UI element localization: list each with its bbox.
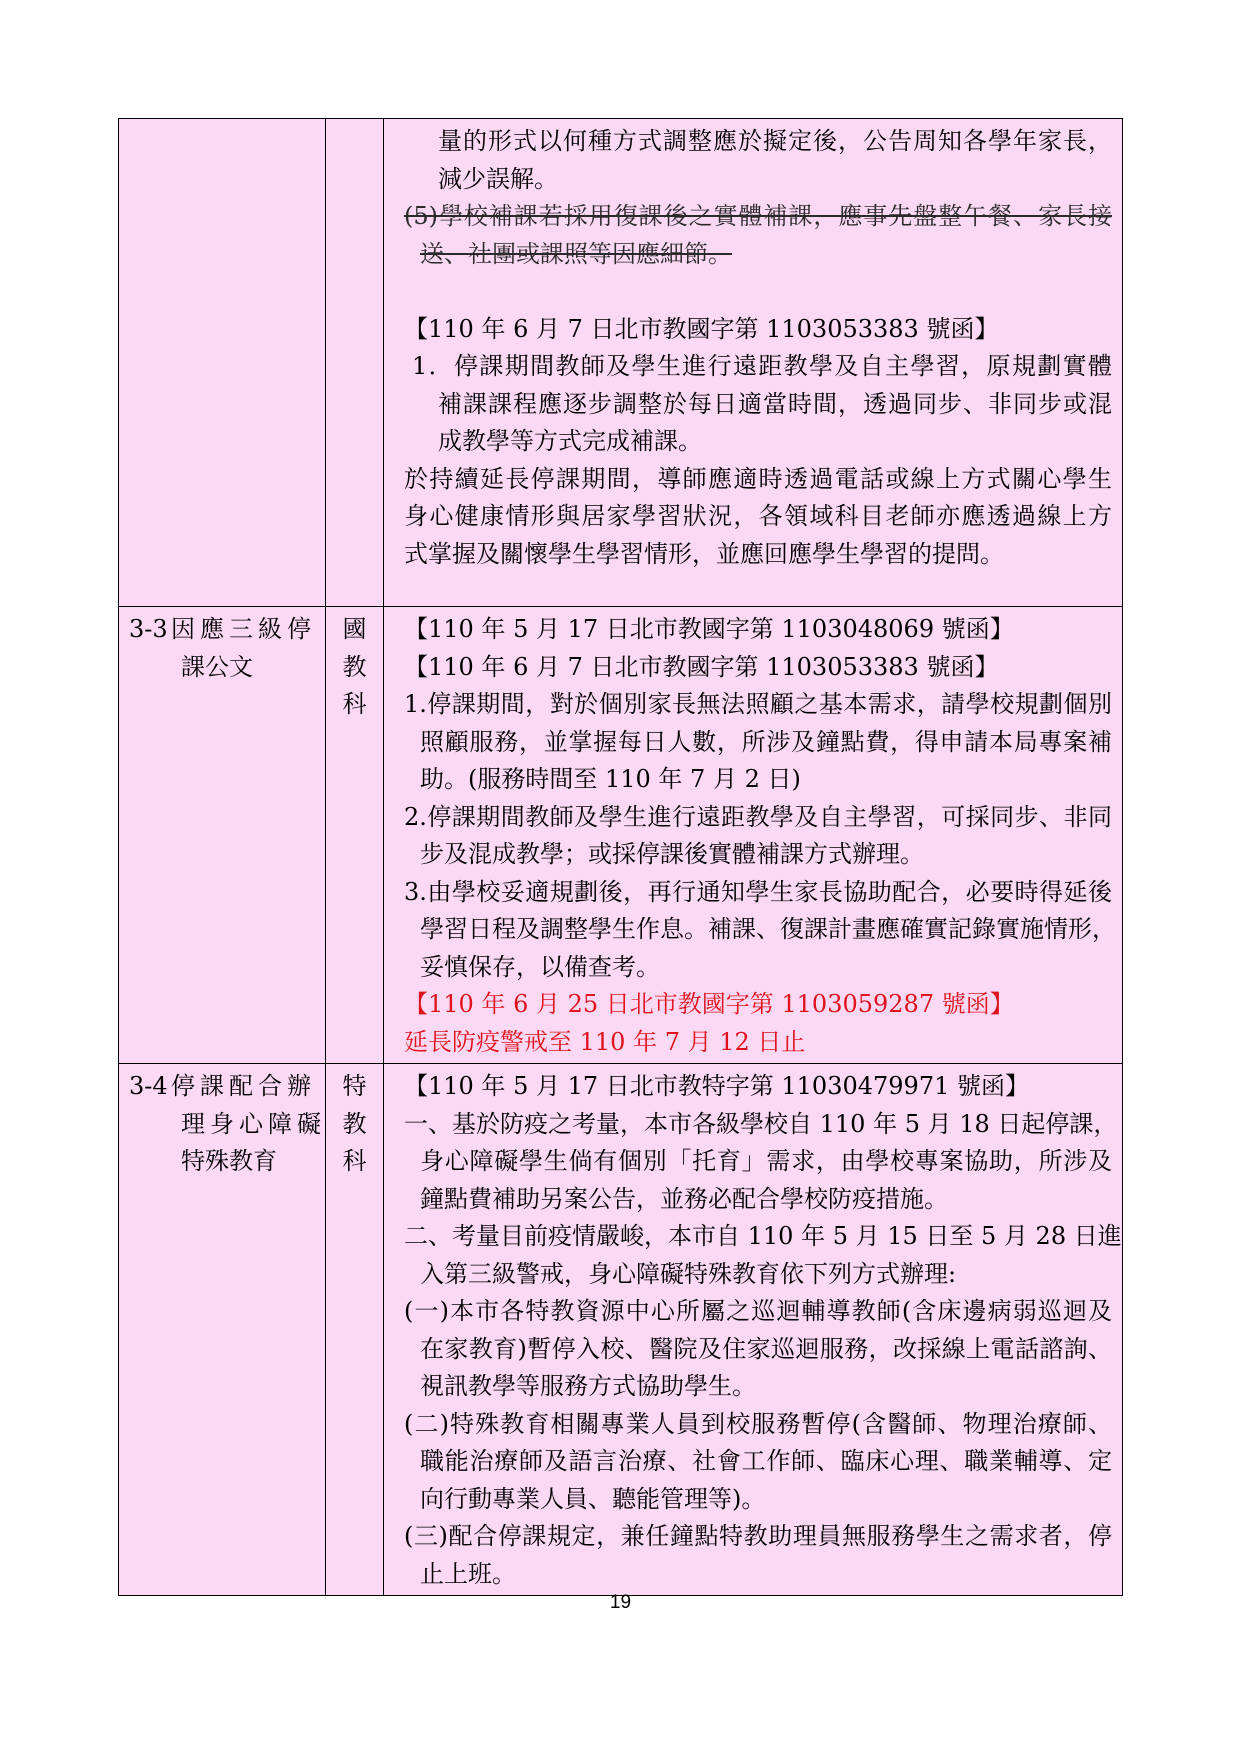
- list-item-continuation: 在家教育)暫停入校、醫院及住家巡迴服務，改採線上電話諮詢、: [420, 1334, 1112, 1363]
- list-item-continuation: 成教學等方式完成補課。: [438, 427, 702, 455]
- dept-char: 科: [342, 1147, 367, 1175]
- dept-char: 特: [342, 1072, 367, 1100]
- notice-red: 延長防疫警戒至 110 年 7 月 12 日止: [404, 1027, 806, 1056]
- item-cell: [119, 607, 326, 1064]
- list-item-continuation: 向行動專業人員、聽能管理等)。: [420, 1484, 766, 1513]
- dept-char: 教: [342, 1109, 367, 1138]
- dept-cell: [326, 607, 384, 1064]
- list-item-continuation: 職能治療師及語言治療、社會工作師、臨床心理、職業輔導、定: [420, 1447, 1112, 1475]
- list-item-continuation: 步及混成教學；或採停課後實體補課方式辦理。: [420, 840, 924, 868]
- page-number: 19: [609, 1592, 632, 1613]
- paragraph-line: 身心健康情形與居家學習狀況，各領域科目老師亦應透過線上方: [404, 502, 1112, 530]
- paragraph-line: 於持續延長停課期間，導師應適時透過電話或線上方式關心學生: [404, 464, 1112, 493]
- list-item-continuation: 學習日程及調整學生作息。補課、復課計畫應確實記錄實施情形，: [420, 915, 1116, 943]
- table-row-continuation: [119, 119, 1123, 607]
- item-title: 停課配合辦: [171, 1072, 311, 1100]
- struck-text-line: (5)學校補課若採用復課後之實體補課，應事先盤整午餐、家長接: [404, 202, 1112, 230]
- list-item: 二、考量目前疫情嚴峻，本市自 110 年 5 月 15 日至 5 月 28 日進: [404, 1222, 1122, 1250]
- list-item: (二)特殊教育相關專業人員到校服務暫停(含醫師、物理治療師、: [404, 1409, 1112, 1438]
- document-reference: 【110 年 6 月 7 日北市教國字第 1103053383 號函】: [404, 314, 999, 343]
- list-item-continuation: 止上班。: [420, 1559, 516, 1588]
- document-reference: 【110 年 5 月 17 日北市教國字第 1103048069 號函】: [404, 615, 1014, 643]
- item-number: 3-4: [129, 1072, 168, 1100]
- text-line: 量的形式以何種方式調整應於擬定後，公告周知各學年家長，: [438, 127, 1112, 155]
- item-title: 理身心障礙: [181, 1109, 321, 1138]
- list-item: 一、基於防疫之考量，本市各級學校自 110 年 5 月 18 日起停課，: [404, 1109, 1118, 1138]
- content-cell: [384, 119, 1123, 607]
- dept-char: 教: [342, 652, 367, 681]
- blank-line: [404, 273, 1112, 311]
- paragraph-line: 式掌握及關懷學生學習情形，並應回應學生學習的提問。: [404, 539, 1004, 568]
- dept-cell: [326, 119, 384, 607]
- struck-text-line: 送、社團或課照等因應細節。: [420, 239, 732, 268]
- list-item-continuation: 身心障礙學生倘有個別「托育」需求，由學校專案協助，所涉及: [420, 1147, 1112, 1175]
- text-line: 減少誤解。: [438, 164, 558, 193]
- list-item: 2.停課期間教師及學生進行遠距教學及自主學習，可採同步、非同: [404, 802, 1112, 831]
- list-item: (一)本市各特教資源中心所屬之巡迴輔導教師(含床邊病弱巡迴及: [404, 1297, 1112, 1325]
- list-item-continuation: 視訊教學等服務方式協助學生。: [420, 1372, 756, 1400]
- list-item-continuation: 妥慎保存，以備查考。: [420, 952, 660, 981]
- content-cell: [384, 607, 1123, 1064]
- item-title: 課公文: [181, 652, 253, 681]
- list-item: 1.停課期間，對於個別家長無法照顧之基本需求，請學校規劃個別: [404, 690, 1112, 718]
- list-item-continuation: 照顧服務，並掌握每日人數，所涉及鐘點費，得申請本局專案補: [420, 727, 1112, 756]
- item-cell: [119, 1064, 326, 1596]
- table-row-3-3: [119, 607, 1123, 1064]
- list-item-continuation: 入第三級警戒，身心障礙特殊教育依下列方式辦理:: [420, 1259, 957, 1288]
- list-item-continuation: 補課課程應逐步調整於每日適當時間，透過同步、非同步或混: [438, 389, 1112, 418]
- dept-cell: [326, 1064, 384, 1596]
- item-title: 特殊教育: [181, 1147, 277, 1175]
- item-cell: [119, 119, 326, 607]
- item-title: 因應三級停: [171, 615, 311, 643]
- item-number: 3-3: [129, 615, 168, 643]
- document-table: [118, 118, 1123, 1596]
- list-item: (三)配合停課規定，兼任鐘點特教助理員無服務學生之需求者，停: [404, 1522, 1112, 1550]
- list-item: 1．停課期間教師及學生進行遠距教學及自主學習，原規劃實體: [412, 352, 1112, 380]
- dept-char: 國: [342, 615, 367, 643]
- document-reference: 【110 年 5 月 17 日北市教特字第 11030479971 號函】: [404, 1072, 1029, 1100]
- content-cell: [384, 1064, 1123, 1596]
- list-item-continuation: 鐘點費補助另案公告，並務必配合學校防疫措施。: [420, 1184, 948, 1213]
- document-reference-red: 【110 年 6 月 25 日北市教國字第 1103059287 號函】: [404, 990, 1014, 1018]
- document-reference: 【110 年 6 月 7 日北市教國字第 1103053383 號函】: [404, 652, 999, 681]
- table-row-3-4: [119, 1064, 1123, 1596]
- dept-char: 科: [342, 690, 367, 718]
- list-item-continuation: 助。(服務時間至 110 年 7 月 2 日): [420, 765, 801, 793]
- list-item: 3.由學校妥適規劃後，再行通知學生家長協助配合，必要時得延後: [404, 877, 1112, 906]
